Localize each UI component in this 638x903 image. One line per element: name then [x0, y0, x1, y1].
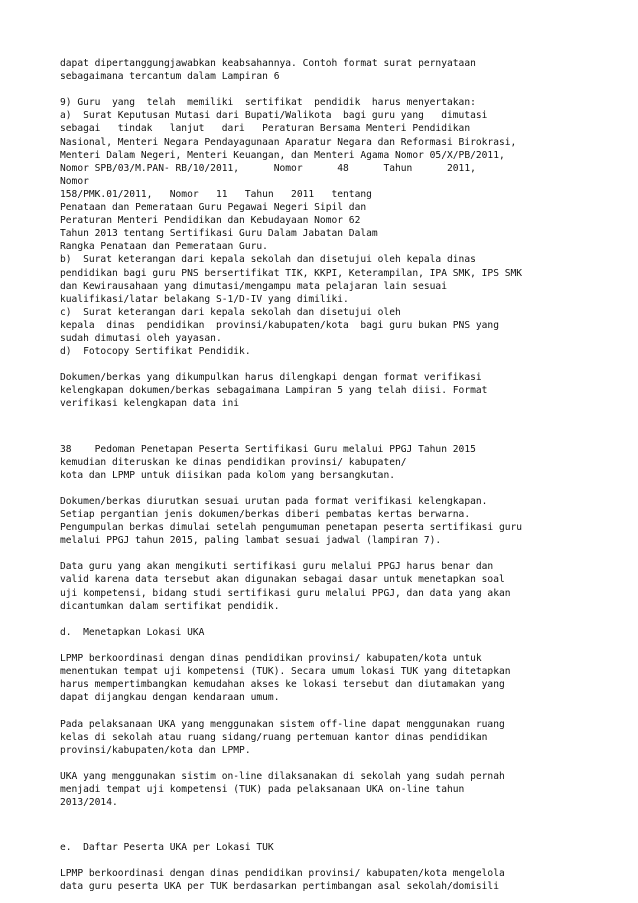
text-line: sebagaimana tercantum dalam Lampiran 6: [60, 71, 280, 83]
text-line: menjadi tempat uji kompetensi (TUK) pada pelaksanaan UKA on-line tahun: [60, 783, 465, 795]
page-break-gap: [60, 411, 580, 443]
text-line: Penataan dan Pemerataan Guru Pegawai Negeri Sipil dan: [60, 202, 367, 214]
text-line: provinsi/kabupaten/kota dan LPMP.: [60, 744, 251, 756]
text-line: verifikasi kelengkapan data ini: [60, 398, 240, 410]
text-line: Tahun 2013 tentang Sertifikasi Guru Dalam Jabatan Dalam: [60, 228, 378, 240]
paragraph-gap: [60, 358, 580, 371]
paragraph-gap: [60, 83, 580, 96]
section-heading-e: e. Daftar Peserta UKA per Lokasi TUK: [60, 842, 274, 854]
paragraph-gap: [60, 757, 580, 770]
paragraph-gap: [60, 854, 580, 867]
text-line: Menteri Dalam Negeri, Menteri Keuangan, dan Menteri Agama Nomor 05/X/PB/2011,: [60, 149, 505, 161]
list-item-c: c) Surat keterangan dari kepala sekolah dan disetujui oleh: [60, 306, 401, 318]
text-line: 158/PMK.01/2011, Nomor 11 Tahun 2011 tentang: [60, 188, 372, 200]
paragraph-gap: [60, 639, 580, 652]
text-line: melalui PPGJ tahun 2015, paling lambat sesuai jadwal (lampiran 7).: [60, 535, 442, 547]
text-line: LPMP berkoordinasi dengan dinas pendidikan provinsi/ kabupaten/kota untuk: [60, 653, 482, 665]
list-item-a: a) Surat Keputusan Mutasi dari Bupati/Walikota bagi guru yang dimutasi: [60, 110, 488, 122]
text-line: UKA yang menggunakan sistim on-line dilaksanakan di sekolah yang sudah pernah: [60, 770, 505, 782]
section-gap: [60, 809, 580, 841]
text-line: Dokumen/berkas yang dikumpulkan harus dilengkapi dengan format verifikasi: [60, 372, 482, 384]
text-line: 2013/2014.: [60, 797, 118, 809]
text-line: Pengumpulan berkas dimulai setelah pengumuman penetapan peserta sertifikasi guru: [60, 522, 523, 534]
text-line: kota dan LPMP untuk diisikan pada kolom yang bersangkutan.: [60, 469, 396, 481]
text-line: harus mempertimbangkan kemudahan akses ke lokasi tersebut dan diutamakan yang: [60, 679, 505, 691]
list-item-b: b) Surat keterangan dari kepala sekolah dan disetujui oleh kepala dinas: [60, 254, 476, 266]
text-line: dicantumkan dalam sertifikat pendidik.: [60, 600, 280, 612]
text-line: Peraturan Menteri Pendidikan dan Kebudayaan Nomor 62: [60, 215, 361, 227]
text-line: sudah dimutasi oleh yayasan.: [60, 332, 222, 344]
text-line: valid karena data tersebut akan digunakan sebagai dasar untuk menetapkan soal: [60, 574, 505, 586]
paragraph-gap: [60, 704, 580, 717]
text-line: Dokumen/berkas diurutkan sesuai urutan pada format verifikasi kelengkapan.: [60, 495, 488, 507]
text-line: Data guru yang akan mengikuti sertifikasi guru melalui PPGJ harus benar dan: [60, 561, 494, 573]
text-line: dan Kewirausahaan yang dimutasi/mengampu mata pelajaran lain sesuai: [60, 280, 447, 292]
text-line: Setiap pergantian jenis dokumen/berkas diberi pembatas kertas berwarna.: [60, 509, 471, 520]
text-line: pendidikan bagi guru PNS bersertifikat TIK, KKPI, Keterampilan, IPA SMK, IPS SMK: [60, 267, 523, 279]
text-line: dapat dipertanggungjawabkan keabsahannya. Contoh format surat pernyataan: [60, 58, 476, 69]
section-heading-d: d. Menetapkan Lokasi UKA: [60, 626, 205, 638]
paragraph-gap: [60, 547, 580, 560]
text-line: kemudian diteruskan ke dinas pendidikan provinsi/ kabupaten/: [60, 456, 407, 468]
list-item-d: d) Fotocopy Sertifikat Pendidik.: [60, 346, 251, 358]
text-line: dapat dijangkau dengan kendaraan umum.: [60, 692, 280, 704]
page-header: 38 Pedoman Penetapan Peserta Sertifikasi Guru melalui PPGJ Tahun 2015: [60, 443, 476, 455]
paragraph-gap: [60, 613, 580, 626]
text-line: sebagai tindak lanjut dari Peraturan Bersama Menteri Pendidikan: [60, 123, 471, 135]
text-line: kelengkapan dokumen/berkas sebagaimana Lampiran 5 yang telah diisi. Format: [60, 385, 488, 397]
text-line: menentukan tempat uji kompetensi (TUK). Secara umum lokasi TUK yang ditetapkan: [60, 666, 511, 678]
text-line: kepala dinas pendidikan provinsi/kabupaten/kota bagi guru bukan PNS yang: [60, 319, 499, 331]
text-line: Nomor SPB/03/M.PAN- RB/10/2011, Nomor 48 Tahun 2011,: [60, 162, 476, 174]
text-line: kelas di sekolah atau ruang sidang/ruang pertemuan kantor dinas pendidikan: [60, 731, 488, 743]
text-line: data guru peserta UKA per TUK berdasarkan pertimbangan asal sekolah/domisili: [60, 881, 499, 893]
text-line: kualifikasi/latar belakang S-1/D-IV yang dimiliki.: [60, 293, 349, 305]
text-line: LPMP berkoordinasi dengan dinas pendidikan provinsi/ kabupaten/kota mengelola: [60, 868, 505, 880]
paragraph-gap: [60, 482, 580, 495]
list-heading: 9) Guru yang telah memiliki sertifikat pendidik harus menyertakan:: [60, 97, 476, 109]
text-line: Nomor: [60, 175, 89, 187]
text-line: uji kompetensi, bidang studi sertifikasi guru melalui PPGJ, dan data yang akan: [60, 587, 511, 599]
text-line: Nasional, Menteri Negara Pendayagunaan Aparatur Negara dan Reformasi Birokrasi,: [60, 136, 517, 148]
document-page: [60, 57, 580, 894]
text-line: Rangka Penataan dan Pemerataan Guru.: [60, 241, 268, 253]
text-line: Pada pelaksanaan UKA yang menggunakan sistem off-line dapat menggunakan ruang: [60, 718, 505, 730]
